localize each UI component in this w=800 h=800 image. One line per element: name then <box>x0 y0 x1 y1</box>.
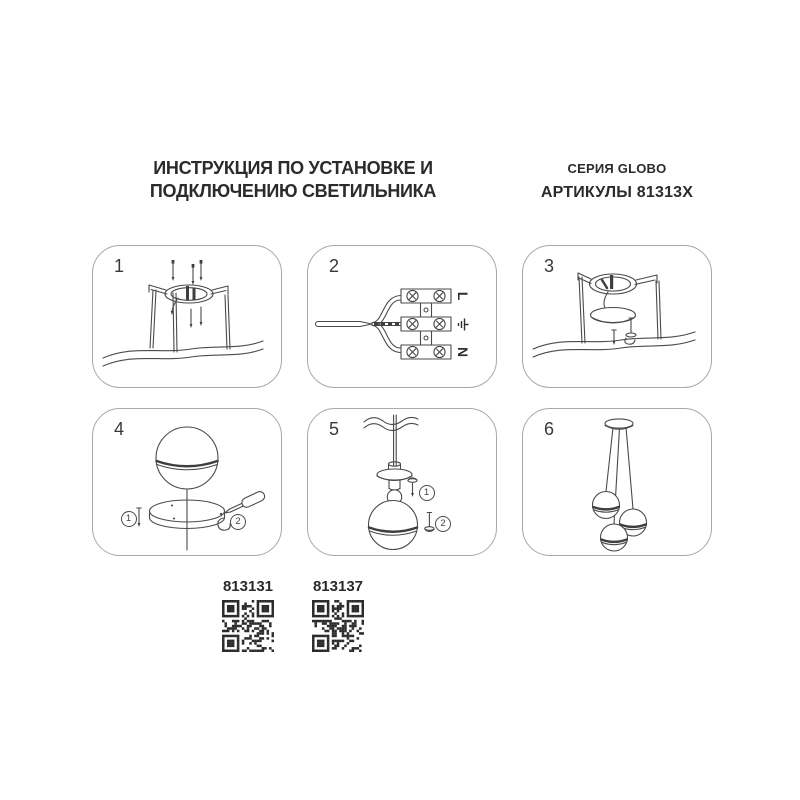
step-number-5: 5 <box>329 419 340 439</box>
qr-block-813137 <box>312 578 364 652</box>
page-title-line2: ПОДКЛЮЧЕНИЮ СВЕТИЛЬНИКА <box>149 181 437 201</box>
step-number-2: 2 <box>329 256 340 276</box>
step-panel-5 <box>307 408 497 556</box>
pendant-assembly-drawing <box>308 409 498 557</box>
series-label: СЕРИЯ GLOBO <box>567 161 667 176</box>
articles-label: АРТИКУЛЫ 81313X <box>540 184 694 201</box>
step-panel-2 <box>307 245 497 388</box>
qr-section <box>222 578 364 652</box>
earth-ground-icon <box>455 316 471 332</box>
terminal-label-neutral: N <box>455 346 471 358</box>
step-number-3: 3 <box>544 256 555 276</box>
qr-block-813131 <box>222 578 274 652</box>
step-badge-2: 2 <box>230 514 246 530</box>
step-number-6: 6 <box>544 419 555 439</box>
qr-code <box>312 600 364 652</box>
qr-label: 813137 <box>312 578 364 595</box>
assembled-fixture-drawing <box>523 409 713 557</box>
step-badge-1: 1 <box>121 511 137 527</box>
step-number-1: 1 <box>114 256 125 276</box>
page-title-line1: ИНСТРУКЦИЯ ПО УСТАНОВКЕ И <box>153 158 433 178</box>
step-panel-4 <box>92 408 282 556</box>
mounting-bracket-drawing <box>93 246 283 389</box>
step-panel-1 <box>92 245 282 388</box>
series-info <box>522 161 712 202</box>
step-badge-2: 2 <box>435 516 451 532</box>
qr-code <box>222 600 274 652</box>
step-badge-1: 1 <box>419 485 435 501</box>
globe-assembly-drawing <box>93 409 283 557</box>
step-panel-6 <box>522 408 712 556</box>
qr-label: 813131 <box>222 578 274 595</box>
terminal-label-line: L <box>455 291 471 301</box>
canopy-install-drawing <box>523 246 713 389</box>
step-number-4: 4 <box>114 419 125 439</box>
page-title <box>148 157 438 203</box>
step-panel-3 <box>522 245 712 388</box>
